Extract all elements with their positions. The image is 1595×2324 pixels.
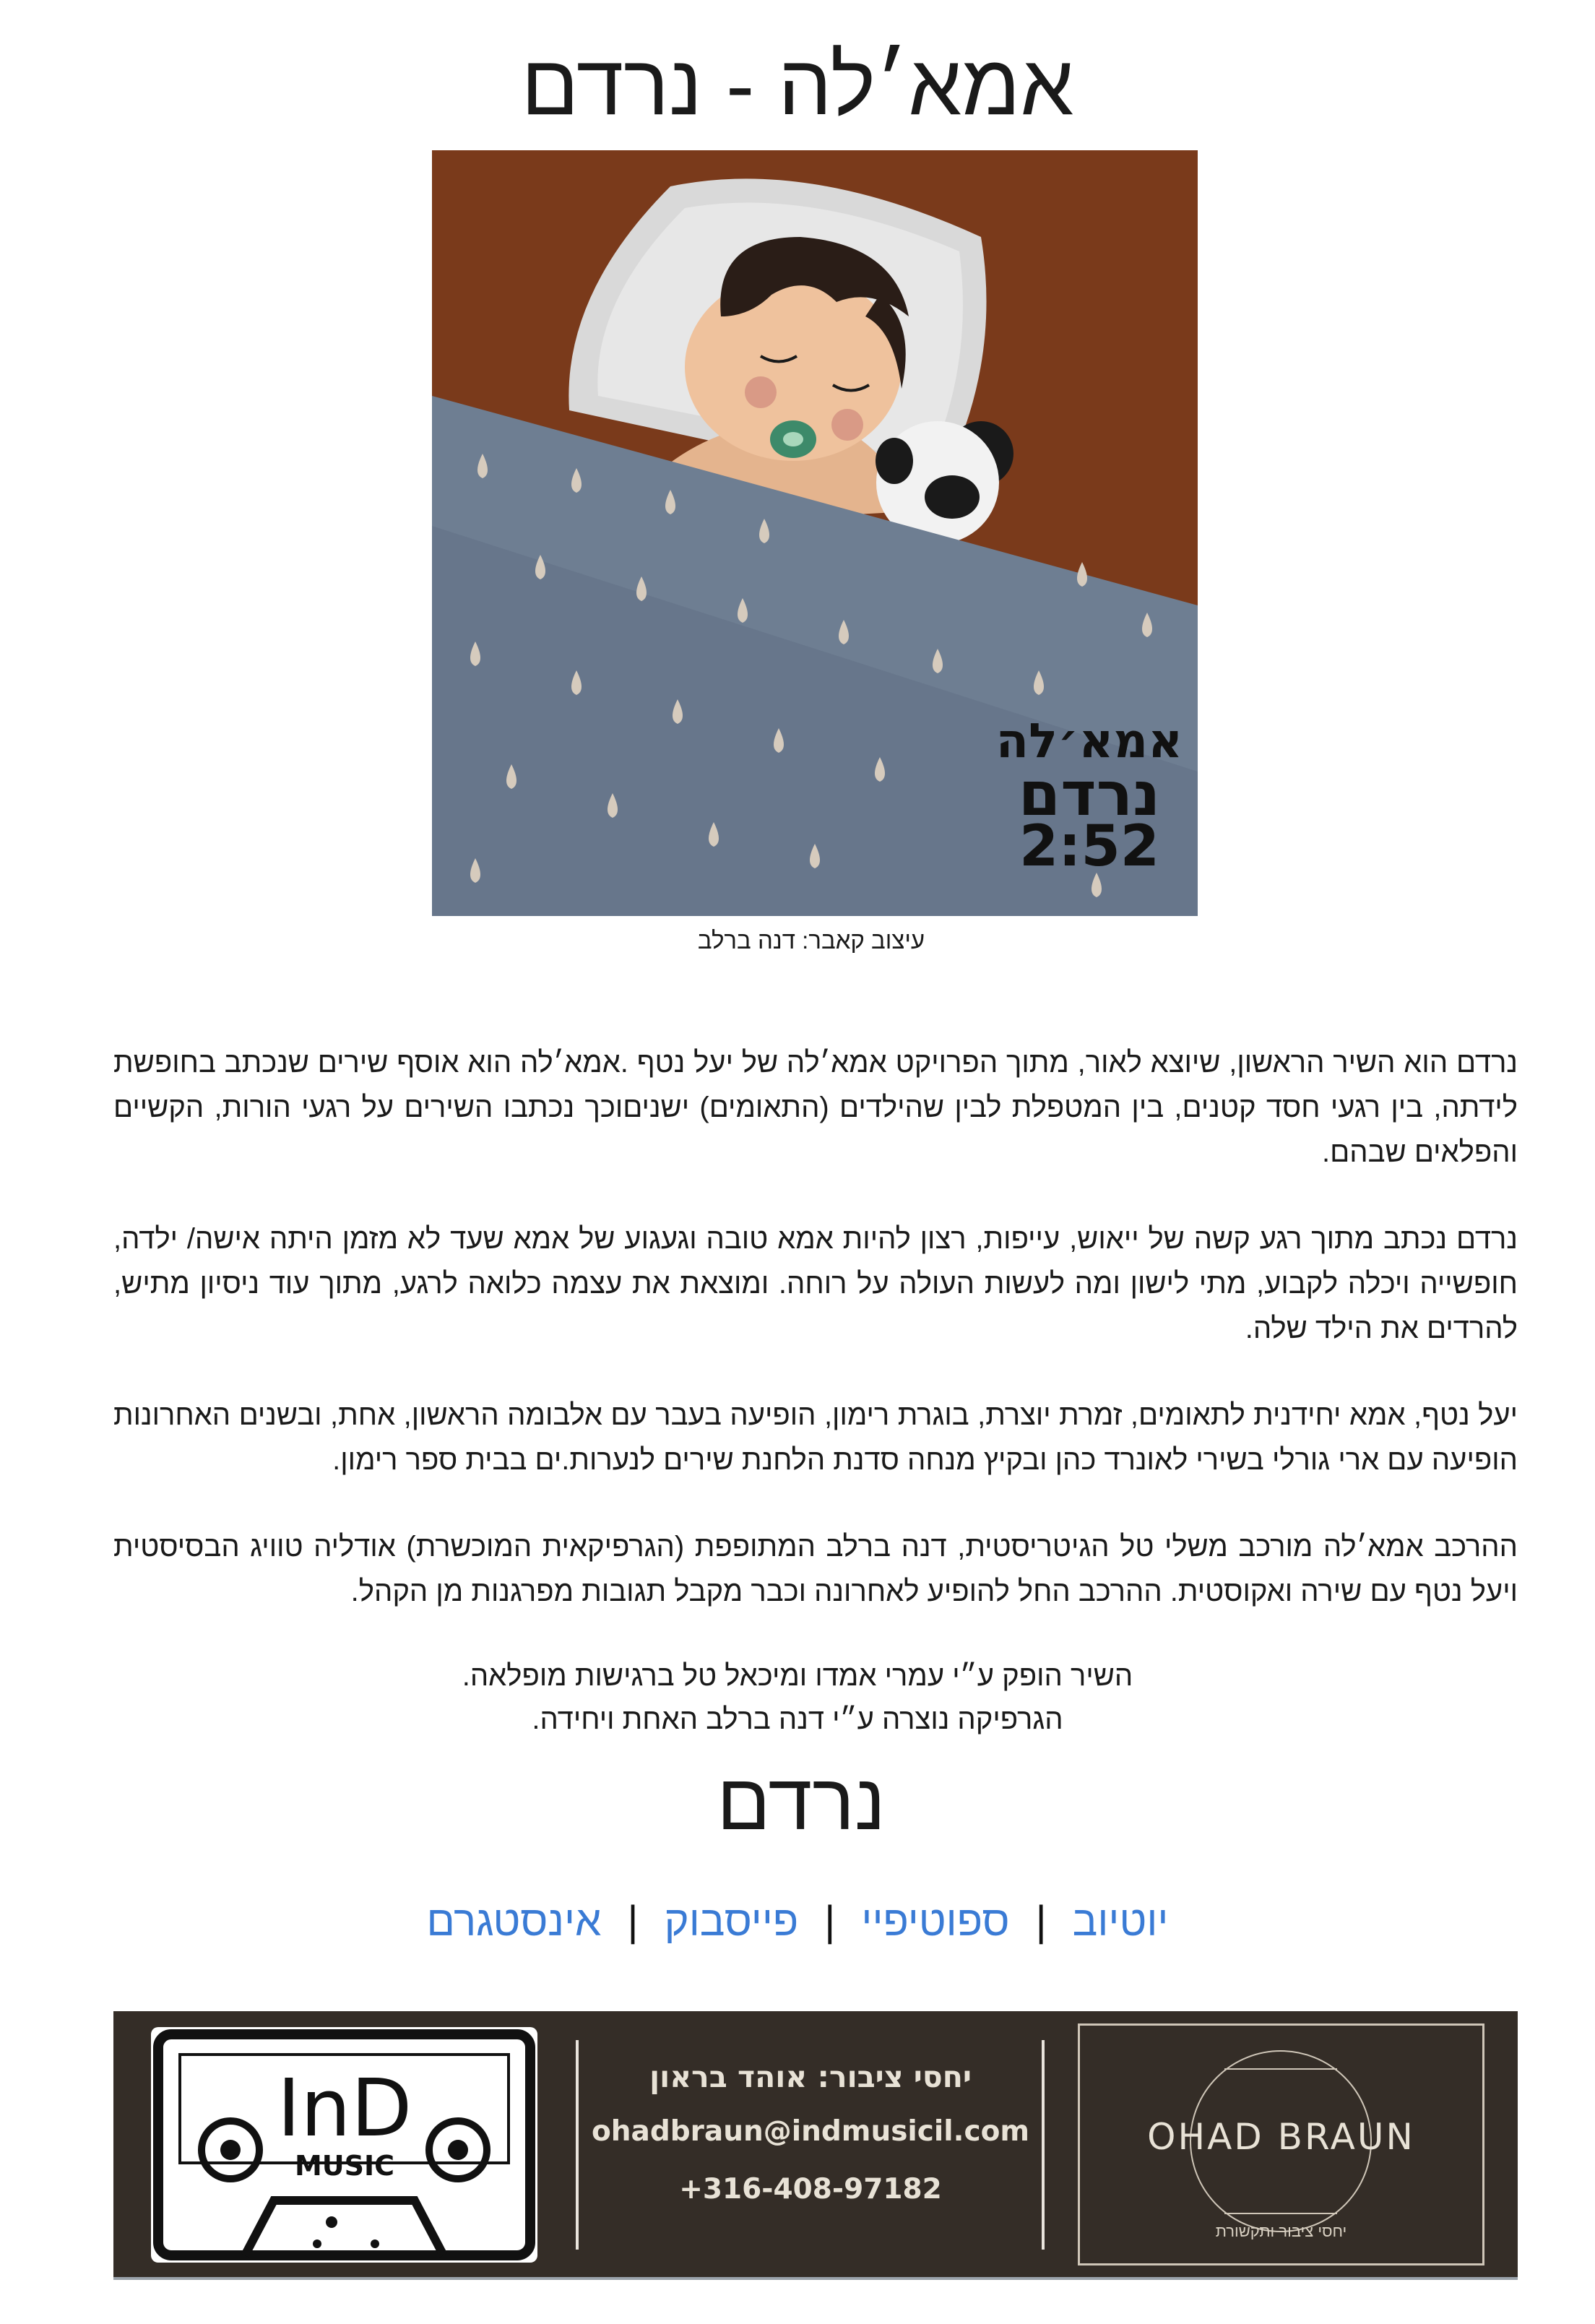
svg-text:MUSIC: MUSIC	[294, 2150, 395, 2182]
pr-contact	[576, 2055, 1045, 2215]
streaming-links	[0, 1893, 1595, 1951]
link-facebook[interactable]: פייסבוק	[664, 1898, 799, 1945]
link-instagram[interactable]: אינסטגרם	[426, 1898, 602, 1945]
page-title: אמא׳לה - נרדם	[521, 38, 1074, 133]
divider	[1042, 2040, 1045, 2250]
pr-label: יחסי ציבור: אוהד בראון	[649, 2060, 972, 2094]
album-cover-image	[432, 150, 1198, 916]
svg-text:אמא׳לה: אמא׳לה	[995, 713, 1183, 769]
cover-caption: עיצוב קאבר: דנה ברלב	[697, 927, 925, 954]
credit-line: השיר הופק ע״י עמרי אמדו ומיכאל טל ברגישות מופלאה.	[462, 1660, 1133, 1692]
ohad-braun-tagline: יחסי ציבור ותקשורת	[1215, 2222, 1347, 2240]
credit-line: הגרפיקה נוצרה ע״י דנה ברלב האחת ויחידה.	[532, 1703, 1063, 1735]
svg-text:נרדם: נרדם	[1018, 759, 1161, 829]
banner-bottom-rule	[113, 2277, 1518, 2280]
article-body	[113, 1040, 1518, 1656]
ohad-braun-name: OHAD BRAUN	[1147, 2116, 1415, 2158]
pr-email[interactable]: ohadbraun@indmusicil.com	[591, 2115, 1030, 2148]
ind-music-logo	[151, 2027, 537, 2263]
paragraph: נרדם נכתב מתוך רגע קשה של ייאוש, עייפות, רצון להיות אמא טובה וגעגוע של אמא שעד לא מזמן היתה אישה/ ילדה, חופשייה ויכלה לקבוע, מתי לישון ומה לעשות העולה על רוחה. ומוצאת את עצמה כלואה לרגע, מתוך עוד ניסיון מתיש, להרדים את הילד שלה.	[113, 1223, 1518, 1344]
svg-text:InD: InD	[277, 2062, 412, 2154]
link-spotify[interactable]: ספוטיפיי	[861, 1898, 1010, 1945]
album-cover-illustration	[432, 150, 1198, 916]
link-youtube[interactable]: יוטיוב	[1072, 1898, 1169, 1945]
svg-text:2:52: 2:52	[1019, 814, 1160, 879]
paragraph: ההרכב אמא׳לה מורכב משלי טל הגיטריסטית, דנה ברלב המתופפת (הגרפיקאית המוכשרת) אודליה טוויג הבסיסטית ויעל נטף עם שירה ואקוסטית. ההרכב החל להופיע לאחרונה וכבר מקבל תגובות מפרגנות מן הקהל.	[113, 1531, 1518, 1607]
link-separator: |	[1035, 1898, 1047, 1945]
paragraph: נרדם הוא השיר הראשון, שיוצא לאור, מתוך הפרויקט אמא׳לה של יעל נטף .אמא׳לה הוא אוסף שירים שנכתב בחופשת לידתה, בין רגעי חסד קטנים, בין המטפלת לבין שהילדים (התאומים) ישניםוכך נכתבו השירים על רגעי הורות, הקשיים והפלאים שבהם.	[113, 1047, 1518, 1168]
link-separator: |	[824, 1898, 836, 1945]
pr-banner	[113, 2011, 1518, 2277]
pr-phone[interactable]: +316-408-97182	[679, 2173, 942, 2206]
paragraph: יעל נטף, אמא יחידנית לתאומים, זמרת יוצרת, בוגרת רימון, הופיעה בעבר עם אלבומה הראשון, אחת, ובשנים האחרונות הופיעה עם ארי גורלי בשירי לאונרד כהן ובקיץ מנחה סדנת הלחנת שירים לנערות.ים בבית ספר רימון.	[113, 1399, 1518, 1476]
credits	[0, 1654, 1595, 1741]
song-title: נרדם	[717, 1758, 886, 1846]
link-separator: |	[627, 1898, 639, 1945]
ohad-braun-logo	[1078, 2023, 1484, 2265]
